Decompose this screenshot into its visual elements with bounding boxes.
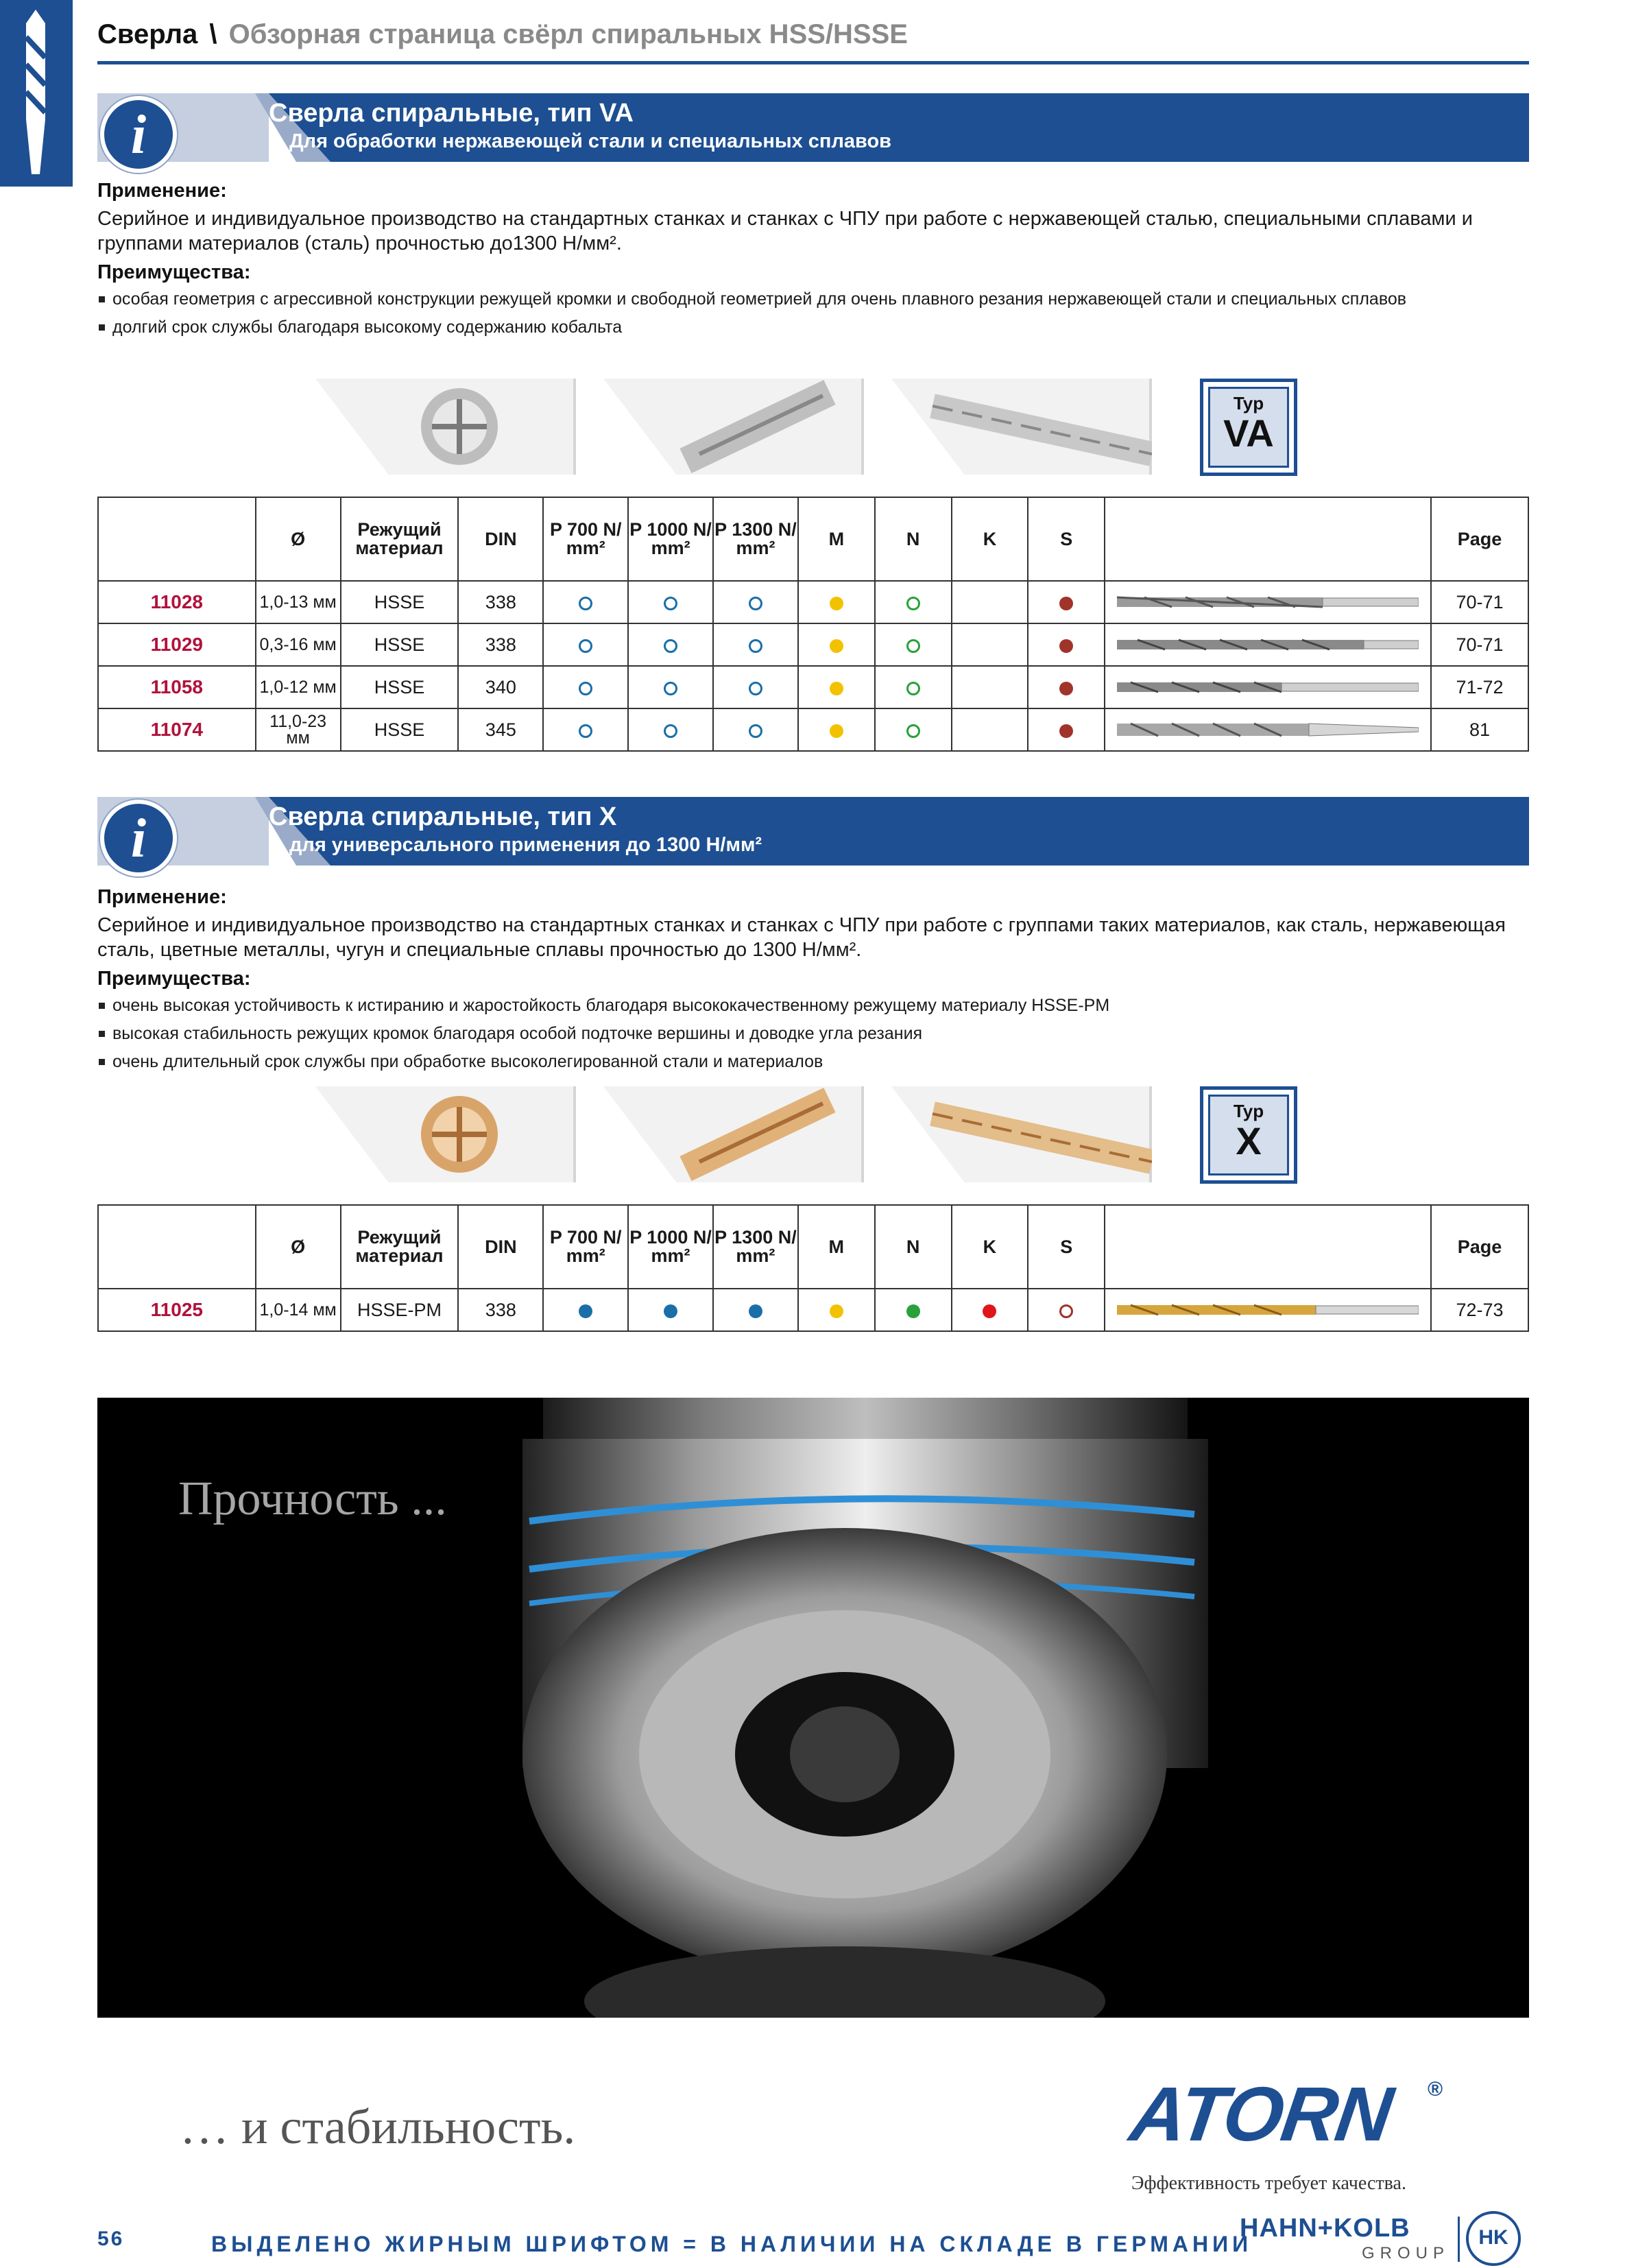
suitability-dot-icon (1059, 639, 1073, 653)
product-code-link[interactable]: 11029 (98, 623, 256, 666)
suitability-dot-icon (1059, 724, 1073, 738)
suitability-dot-icon (983, 1304, 996, 1318)
drill-thumbnail (1105, 581, 1431, 623)
section-x-description (97, 886, 1529, 1079)
stock-notice: ВЫДЕЛЕНО ЖИРНЫМ ШРИФТОМ = В НАЛИЧИИ НА СКЛАДЕ В ГЕРМАНИИ (211, 2232, 1253, 2256)
column-header-k: K (952, 497, 1028, 581)
column-header-code (98, 1205, 256, 1289)
column-header-din: DIN (458, 497, 543, 581)
empty-cell (952, 666, 1028, 708)
info-icon: i (100, 800, 177, 876)
application-label: Применение: (97, 180, 227, 202)
list-item: очень высокая устойчивость к истиранию и жаростойкость благодаря высококачественному режущему материалу HSSE-PM (97, 994, 1529, 1017)
type-value: X (1236, 1119, 1262, 1162)
page-header (97, 16, 1529, 64)
product-code-link[interactable]: 11028 (98, 581, 256, 623)
table-row (98, 708, 1528, 751)
diameter-range: 1,0-14 мм (256, 1289, 341, 1331)
section-banner-va (97, 93, 1529, 165)
cutting-material: HSSE-PM (341, 1289, 459, 1331)
type-badge-x (1200, 1086, 1297, 1184)
suitability-ring-icon (906, 682, 920, 695)
column-header-image (1105, 1205, 1431, 1289)
column-header-material: Режущий материал (341, 497, 459, 581)
column-header-code (98, 497, 256, 581)
suitability-ring-icon (664, 639, 677, 653)
advantages-list (97, 994, 1529, 1073)
empty-cell (952, 581, 1028, 623)
suitability-ring-icon (749, 639, 762, 653)
suitability-dot-icon (830, 724, 843, 738)
breadcrumb-category[interactable]: Сверла (97, 19, 198, 49)
product-table-va (97, 497, 1529, 752)
list-item: высокая стабильность режущих кромок благодаря особой подточке вершины и доводке угла резания (97, 1023, 1529, 1045)
suitability-ring-icon (579, 639, 592, 653)
info-icon: i (100, 96, 177, 173)
column-header-page: Page (1431, 1205, 1528, 1289)
drill-tip-image (315, 379, 576, 475)
list-item: долгий срок службы благодаря высокому содержанию кобальта (97, 316, 1529, 339)
din-standard: 338 (458, 623, 543, 666)
company-name: HAHN+KOLB (1240, 2214, 1410, 2243)
suitability-dot-icon (830, 639, 843, 653)
cutting-material: HSSE (341, 581, 459, 623)
suitability-ring-icon (906, 639, 920, 653)
table-header-row (98, 1205, 1528, 1289)
suitability-dot-icon (579, 1304, 592, 1318)
drill-thumbnail (1105, 623, 1431, 666)
drill-thumbnail (1105, 708, 1431, 751)
column-header-m: M (798, 497, 875, 581)
section-banner-x (97, 797, 1529, 869)
suitability-dot-icon (1059, 682, 1073, 695)
table-header-row (98, 497, 1528, 581)
type-label: Typ (1233, 393, 1264, 414)
drill-images-va (315, 379, 1303, 481)
suitability-dot-icon (749, 1304, 762, 1318)
section-title: Сверла спиральные, тип VA (269, 99, 634, 128)
empty-cell (952, 623, 1028, 666)
din-standard: 338 (458, 1289, 543, 1331)
application-label: Применение: (97, 886, 227, 908)
advantages-list (97, 288, 1529, 339)
drill-images-x (315, 1086, 1303, 1189)
suitability-ring-icon (749, 682, 762, 695)
suitability-ring-icon (664, 724, 677, 738)
promo-photo (97, 1398, 1529, 2018)
side-category-tab (0, 0, 73, 187)
drill-flute-image (603, 379, 864, 475)
column-header-diameter: Ø (256, 497, 341, 581)
column-header-p1300: P 1300 N/ mm² (713, 1205, 798, 1289)
registered-mark: ® (1428, 2078, 1443, 2101)
column-header-s: S (1028, 497, 1105, 581)
product-code-link[interactable]: 11058 (98, 666, 256, 708)
page-number: 56 (97, 2228, 125, 2250)
column-header-p1000: P 1000 N/ mm² (628, 497, 713, 581)
column-header-din: DIN (458, 1205, 543, 1289)
page-slogan: … и стабильность. (180, 2099, 576, 2154)
type-badge-va (1200, 379, 1297, 476)
drill-body-image (891, 379, 1152, 475)
column-header-k: K (952, 1205, 1028, 1289)
hahn-kolb-logo (1240, 2211, 1528, 2266)
breadcrumb-separator: \ (209, 19, 217, 49)
atorn-logo-word: ATORN (1125, 2071, 1397, 2157)
suitability-ring-icon (579, 724, 592, 738)
page-reference[interactable]: 70-71 (1431, 581, 1528, 623)
diameter-range: 11,0-23 мм (256, 708, 341, 751)
product-table-x (97, 1204, 1529, 1332)
column-header-s: S (1028, 1205, 1105, 1289)
diameter-range: 0,3-16 мм (256, 623, 341, 666)
table-row (98, 1289, 1528, 1331)
column-header-m: M (798, 1205, 875, 1289)
table-row (98, 581, 1528, 623)
hk-emblem-icon: HK (1466, 2211, 1521, 2266)
suitability-dot-icon (830, 682, 843, 695)
suitability-ring-icon (749, 597, 762, 610)
suitability-ring-icon (906, 597, 920, 610)
page-reference[interactable]: 70-71 (1431, 623, 1528, 666)
product-code-link[interactable]: 11025 (98, 1289, 256, 1331)
suitability-ring-icon (579, 682, 592, 695)
suitability-ring-icon (664, 597, 677, 610)
type-label: Typ (1233, 1101, 1264, 1121)
page-reference[interactable]: 81 (1431, 708, 1528, 751)
section-title: Сверла спиральные, тип X (269, 802, 617, 831)
list-item: очень длительный срок службы при обработке высоколегированной стали и материалов (97, 1051, 1529, 1073)
suitability-dot-icon (1059, 597, 1073, 610)
section-va-description (97, 180, 1529, 344)
suitability-ring-icon (579, 597, 592, 610)
diameter-range: 1,0-13 мм (256, 581, 341, 623)
drill-flute-image (603, 1086, 864, 1182)
page-title: Обзорная страница свёрл спиральных HSS/HSSE (228, 19, 908, 49)
breadcrumb (97, 19, 908, 50)
cutting-material: HSSE (341, 708, 459, 751)
section-subtitle: Для обработки нержавеющей стали и специальных сплавов (289, 130, 891, 152)
suitability-ring-icon (749, 724, 762, 738)
table-row (98, 623, 1528, 666)
suitability-ring-icon (906, 724, 920, 738)
drill-icon (15, 10, 56, 174)
company-group: GROUP (1362, 2244, 1450, 2263)
column-header-image (1105, 497, 1431, 581)
photo-slogan: Прочность ... (178, 1472, 447, 1525)
column-header-material: Режущий материал (341, 1205, 459, 1289)
section-subtitle: для универсального применения до 1300 Н/мм² (289, 834, 762, 856)
suitability-dot-icon (830, 597, 843, 610)
cutting-material: HSSE (341, 623, 459, 666)
diameter-range: 1,0-12 мм (256, 666, 341, 708)
list-item: особая геометрия с агрессивной конструкции режущей кромки и свободной геометрией для очень плавного резания нержавеющей стали и специальных сплавов (97, 288, 1529, 311)
atorn-tagline: Эффективность требует качества. (1131, 2173, 1406, 2194)
application-text: Серийное и индивидуальное производство на стандартных станках и станках с ЧПУ при работе с группами таких материалов, как сталь, нержавеющая сталь, цветные металлы, чугун и специальные сплавы прочностью до 1300 Н/мм². (97, 914, 1506, 961)
column-header-diameter: Ø (256, 1205, 341, 1289)
suitability-dot-icon (906, 1304, 920, 1318)
drill-thumbnail (1105, 1289, 1431, 1331)
empty-cell (952, 708, 1028, 751)
drill-thumbnail (1105, 666, 1431, 708)
din-standard: 340 (458, 666, 543, 708)
column-header-n: N (875, 497, 952, 581)
suitability-ring-icon (664, 682, 677, 695)
column-header-n: N (875, 1205, 952, 1289)
suitability-ring-icon (1059, 1304, 1073, 1318)
drill-body-image (891, 1086, 1152, 1182)
column-header-p700: P 700 N/ mm² (543, 1205, 628, 1289)
suitability-dot-icon (664, 1304, 677, 1318)
suitability-dot-icon (830, 1304, 843, 1318)
column-header-p1000: P 1000 N/ mm² (628, 1205, 713, 1289)
advantages-label: Преимущества: (97, 968, 251, 990)
drill-tip-image (315, 1086, 576, 1182)
page-reference[interactable]: 71-72 (1431, 666, 1528, 708)
column-header-page: Page (1431, 497, 1528, 581)
advantages-label: Преимущества: (97, 261, 251, 283)
cutting-material: HSSE (341, 666, 459, 708)
product-code-link[interactable]: 11074 (98, 708, 256, 751)
din-standard: 345 (458, 708, 543, 751)
column-header-p1300: P 1300 N/ mm² (713, 497, 798, 581)
column-header-p700: P 700 N/ mm² (543, 497, 628, 581)
table-row (98, 666, 1528, 708)
application-text: Серийное и индивидуальное производство на стандартных станках и станках с ЧПУ при работе с нержавеющей сталью, специальными сплавами и группами материалов (сталь) прочностью до1300 Н/мм². (97, 208, 1473, 254)
page-reference[interactable]: 72-73 (1431, 1289, 1528, 1331)
din-standard: 338 (458, 581, 543, 623)
atorn-logo (1125, 2070, 1454, 2194)
type-value: VA (1223, 411, 1274, 455)
